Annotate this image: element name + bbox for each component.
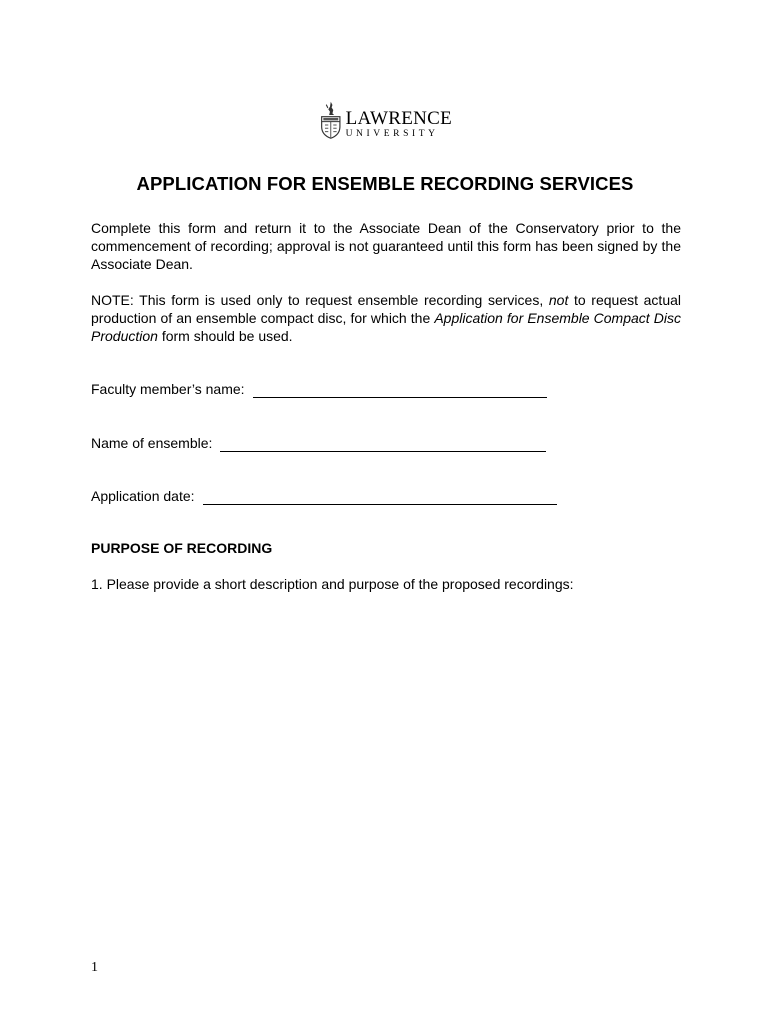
application-date-field — [91, 487, 557, 505]
note-emphasis-not: not — [548, 292, 569, 308]
faculty-name-input[interactable] — [253, 383, 547, 398]
logo-subtitle: UNIVERSITY — [345, 128, 439, 139]
faculty-name-label: Faculty member’s name: — [91, 381, 245, 397]
university-logo — [320, 95, 452, 145]
lawrence-crest-icon — [320, 96, 342, 144]
page-number: 1 — [91, 960, 98, 975]
note-paragraph — [91, 291, 681, 345]
note-text-2: to request actual production of an ensemble compact disc, for which the — [91, 292, 681, 326]
question-1: 1. Please provide a short description and purpose of the proposed recordings: — [91, 576, 574, 592]
faculty-name-field — [91, 380, 547, 398]
ensemble-name-input[interactable] — [220, 437, 546, 452]
note-text-3: form should be used. — [157, 328, 293, 344]
ensemble-name-field — [91, 434, 546, 452]
ensemble-name-label: Name of ensemble: — [91, 435, 213, 451]
note-text-1: NOTE: This form is used only to request ensemble recording services, — [91, 292, 549, 308]
intro-paragraph: Complete this form and return it to the Associate Dean of the Conservatory prior to the commencement of recording; approval is not guaranteed until this form has been signed by the Associate Dean. — [91, 220, 681, 272]
application-date-input[interactable] — [203, 490, 557, 505]
section-heading-purpose: PURPOSE OF RECORDING — [91, 540, 273, 556]
note-form-title: Application for Ensemble Compact Disc Production — [91, 310, 681, 344]
page-title: APPLICATION FOR ENSEMBLE RECORDING SERVICES — [136, 173, 634, 194]
logo-wordmark: LAWRENCE — [345, 107, 452, 129]
application-date-label: Application date: — [91, 488, 195, 504]
